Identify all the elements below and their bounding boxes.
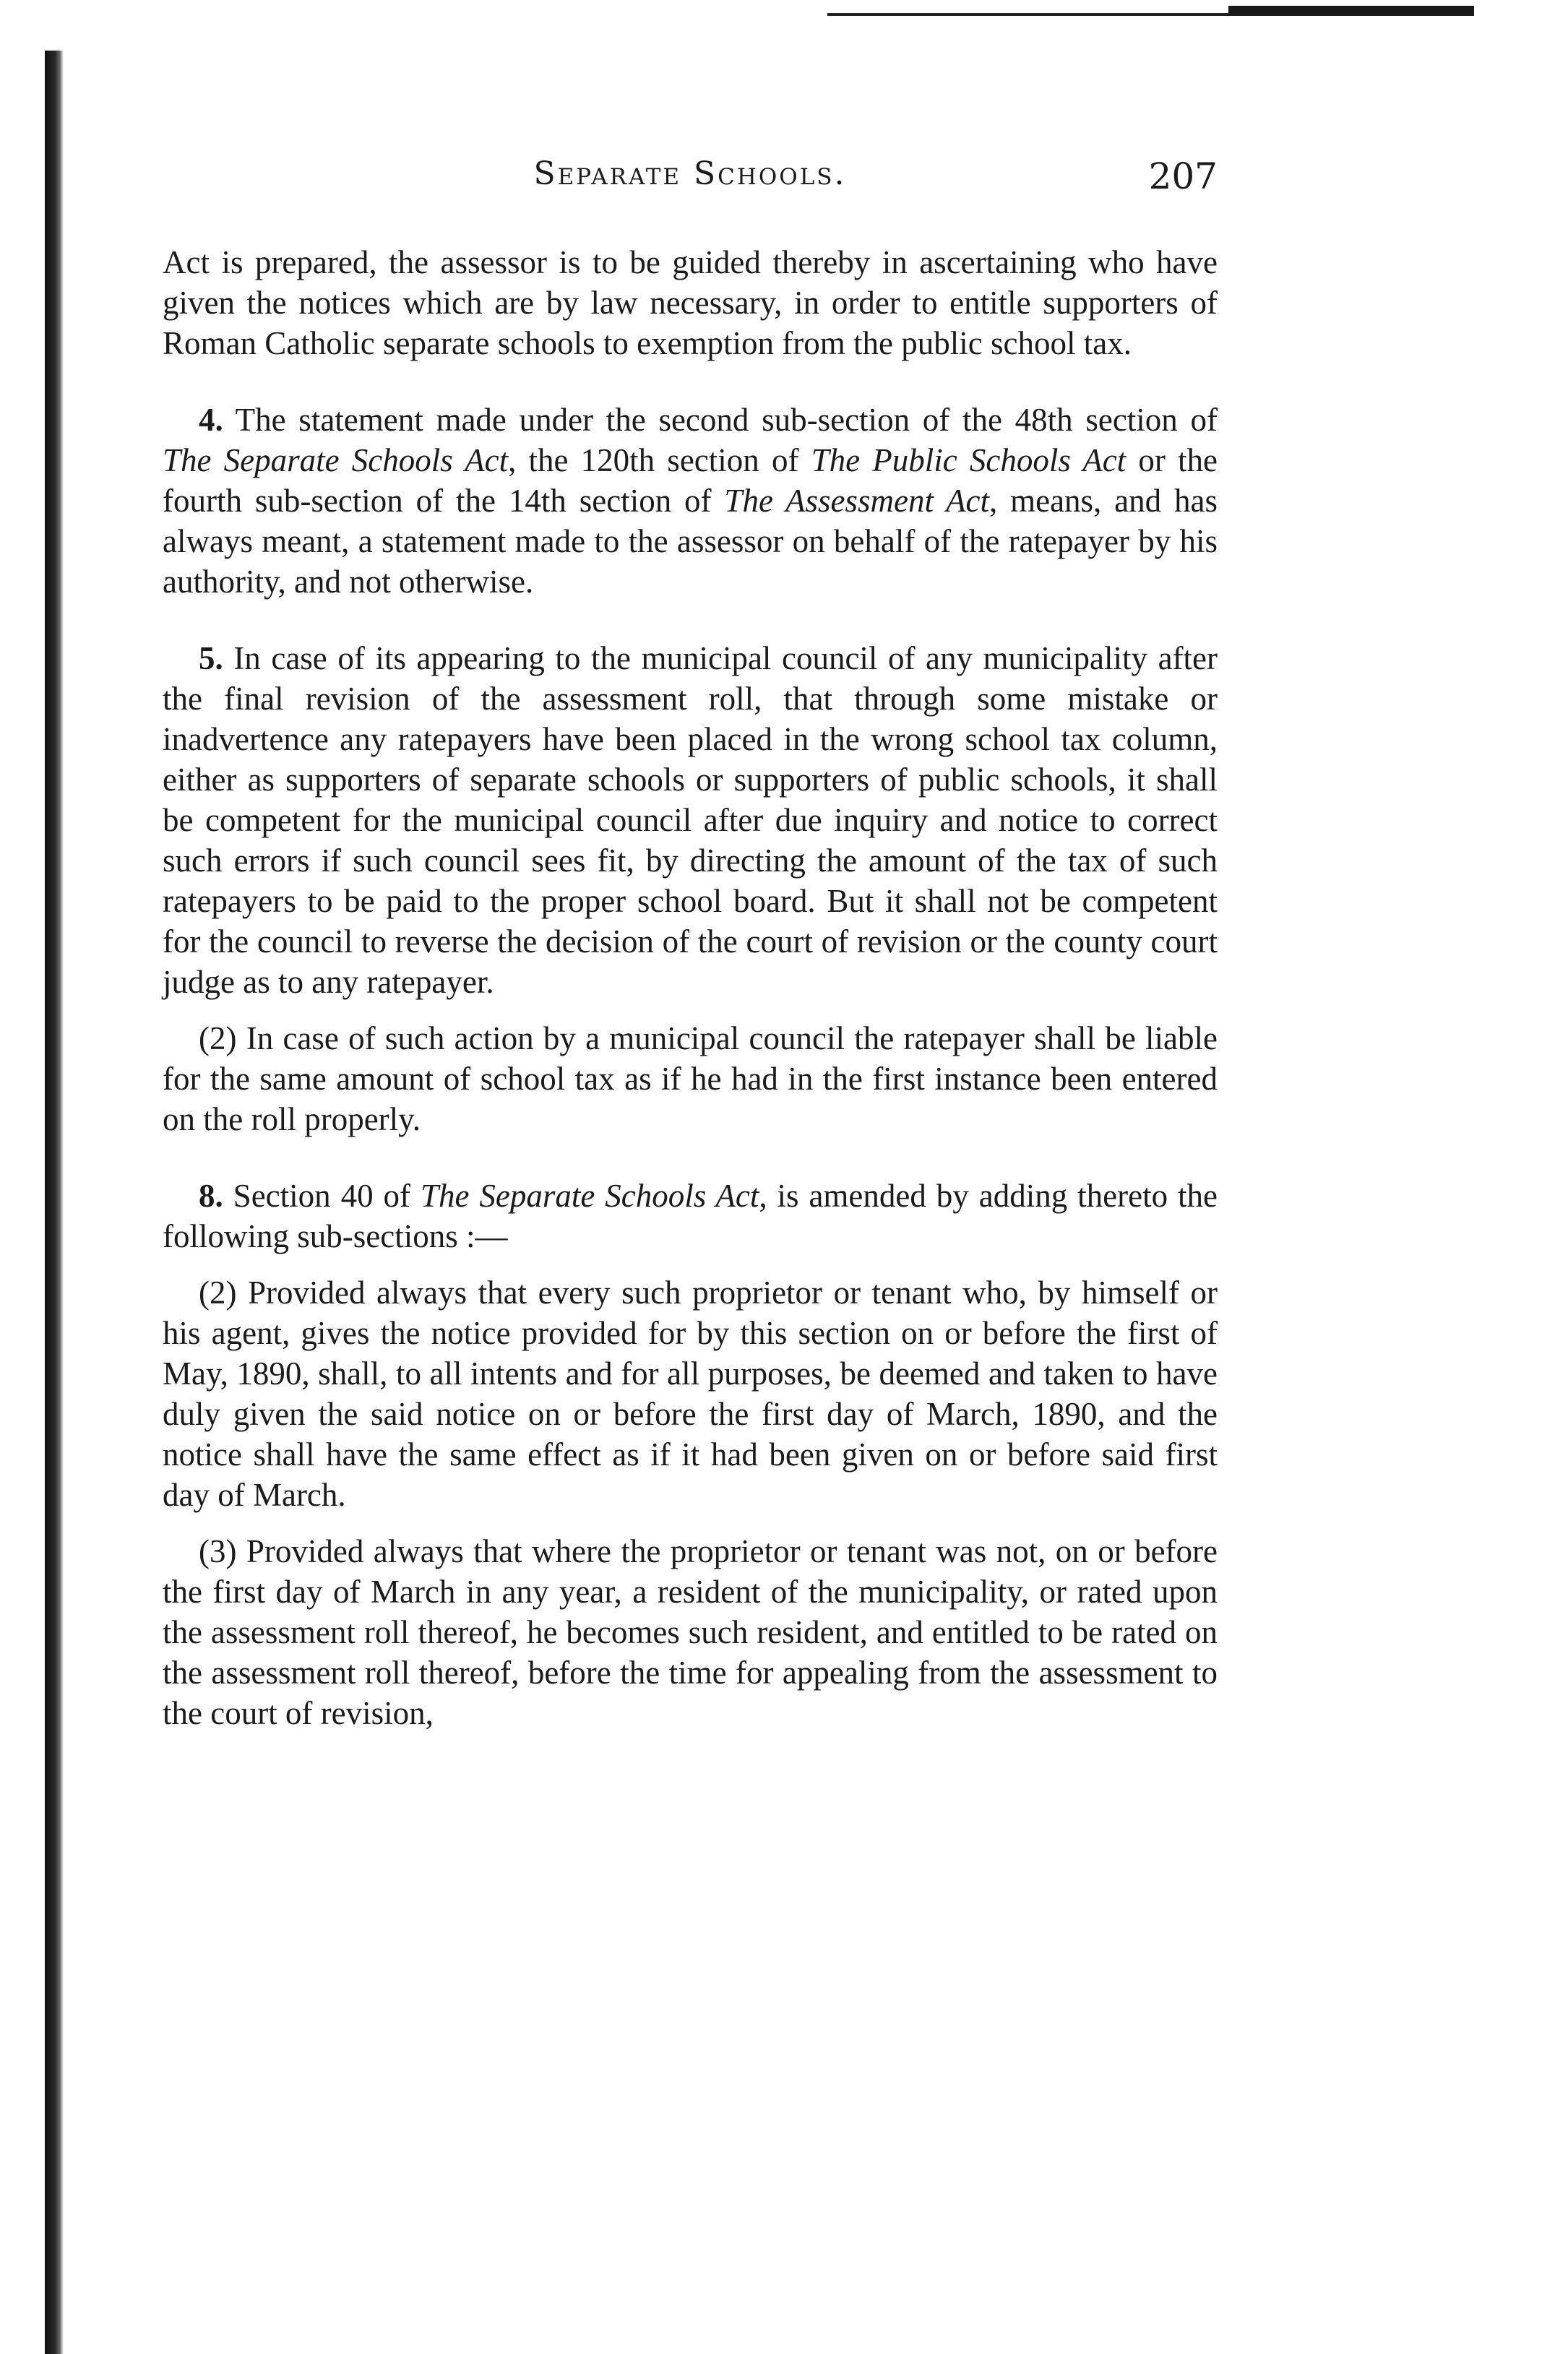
section-text: The statement made under the second sub-section of the 48th section of: [223, 402, 1218, 438]
act-title: The Public Schools Act: [811, 442, 1127, 478]
section-5: [163, 638, 1218, 1002]
act-title: The Separate Schools Act: [420, 1178, 759, 1214]
subsection-8-2: (2) Provided always that every such proprietor or tenant who, by himself or his agent, gives the notice provided for by this section on or before the first of May, 1890, shall, to all intents and for all purposes, be deemed and taken to have duly given the said notice on or before the first day of March, 1890, and the notice shall have the same effect as if it had been given on or before said first day of March.: [163, 1275, 1218, 1513]
section-text: In case of its appearing to the municipal council of any municipality after the final revision of the assessment roll, that through some mistake or inadvertence any ratepayers have been placed in the wrong school tax column, either as supporters of separate schools or supporters of public schools, it shall be competent for the municipal council after due inquiry and notice to correct such errors if such council sees fit, by directing the amount of the tax of such ratepayers to be paid to the proper school board. But it shall not be competent for the council to reverse the decision of the court of revision or the county court judge as to any ratepayer.: [163, 640, 1218, 1000]
act-title: The Separate Schools Act: [163, 442, 509, 478]
page-body: [163, 155, 1218, 1733]
binding-shadow: [45, 51, 64, 2354]
section-number: 8.: [199, 1178, 223, 1214]
section-number: 4.: [199, 402, 223, 438]
section-text: , means, and has always meant, a statement made to the assessor on behalf of the ratepayer by his authority, and not otherwise.: [163, 483, 1218, 600]
section-text: , the 120th section of: [508, 442, 811, 478]
section-text: Section 40 of: [223, 1178, 421, 1214]
subsection-8-3: (3) Provided always that where the proprietor or tenant was not, on or before the first day of March in any year, a resident of the municipality, or rated upon the assessment roll thereof, he becomes such resident, and entitled to be rated on the assessment roll thereof, before the time for appealing from the assessment to the court of revision,: [163, 1533, 1218, 1731]
running-title: Separate Schools.: [533, 155, 847, 192]
paragraph-continued: Act is prepared, the assessor is to be guided thereby in ascertaining who have given the notices which are by law necessary, in order to entitle supporters of Roman Catholic separate schools to exemption from the public school tax.: [163, 244, 1218, 361]
section-8: [163, 1176, 1218, 1256]
top-rule-mark: [1228, 6, 1474, 16]
page-number: 207: [1148, 155, 1218, 197]
section-text: or the fourth sub-section of the 14th section of: [163, 442, 1218, 519]
subsection-5-2: (2) In case of such action by a municipal council the ratepayer shall be liable for the same amount of school tax as if he had in the first instance been entered on the roll properly.: [163, 1020, 1218, 1137]
act-title: The Assessment Act: [724, 483, 989, 519]
running-head: [163, 155, 1218, 199]
section-text: , is amended by adding thereto the following sub-sections :—: [163, 1178, 1218, 1254]
section-4: [163, 400, 1218, 602]
section-number: 5.: [199, 640, 223, 676]
